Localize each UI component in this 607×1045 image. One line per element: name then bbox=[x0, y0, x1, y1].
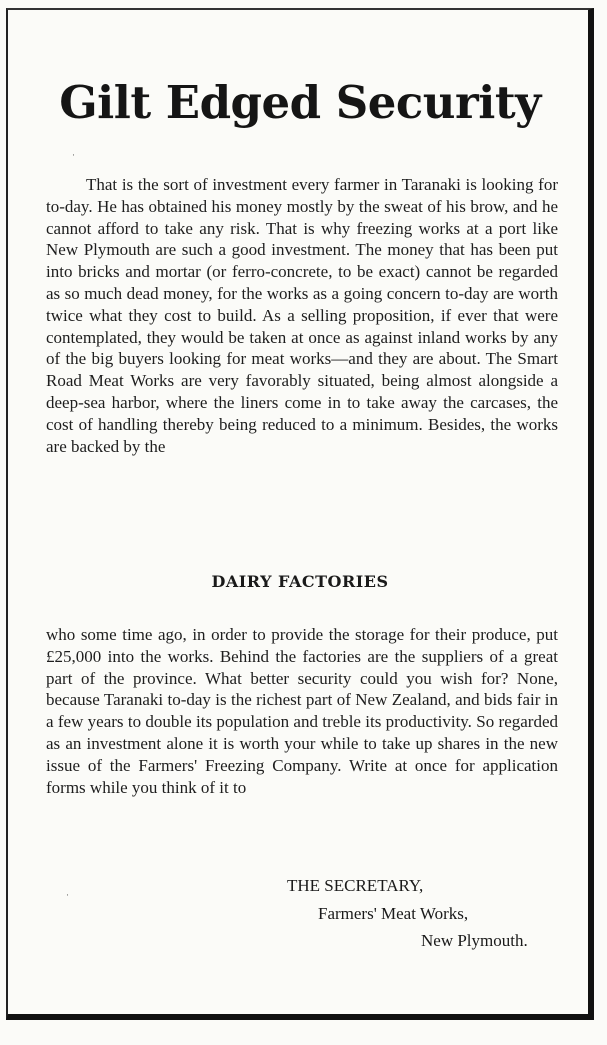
advertisement-border bbox=[6, 8, 594, 1020]
print-speck: · bbox=[72, 150, 75, 160]
subheading: DAIRY FACTORIES bbox=[211, 572, 389, 591]
signature-title: THE SECRETARY, bbox=[287, 876, 424, 895]
body-paragraph-2: who some time ago, in order to provide the storage for their produce, put £25,000 into the works. Behind the factories are the suppliers of a great part of the province. What better security could you wish for? None, because Taranaki to-day is the richest part of New Zealand, and bids fair in a few years to double its population and treble its productivity. So regarded as an investment alone it is worth your while to take up shares in the new issue of the Farmers' Freezing Company. Write at once for application forms while you think of it to bbox=[46, 625, 558, 797]
print-speck: · bbox=[66, 890, 69, 900]
signature-location: New Plymouth. bbox=[421, 931, 528, 950]
signature-organization: Farmers' Meat Works, bbox=[318, 904, 469, 923]
headline: Gilt Edged Security bbox=[59, 76, 541, 129]
body-paragraph-1: That is the sort of investment every farmer in Taranaki is looking for to-day. He has obtained his money mostly by the sweat of his brow, and he cannot afford to take any risk. That is why freezing works at a port like New Plymouth are such a good investment. The money that has been put into bricks and mortar (or ferro-concrete, to be exact) cannot be regarded as so much dead money, for the works as a going concern to-day are worth twice what they cost to build. As a selling proposition, if ever that were contemplated, they would be taken at once as against inland works by any of the big buyers looking for meat works—and they are about. The Smart Road Meat Works are very favorably situated, being almost alongside a deep-sea harbor, where the liners come in to take away the carcases, the cost of handling thereby being reduced to a minimum. Besides, the works are backed by the bbox=[46, 175, 558, 456]
